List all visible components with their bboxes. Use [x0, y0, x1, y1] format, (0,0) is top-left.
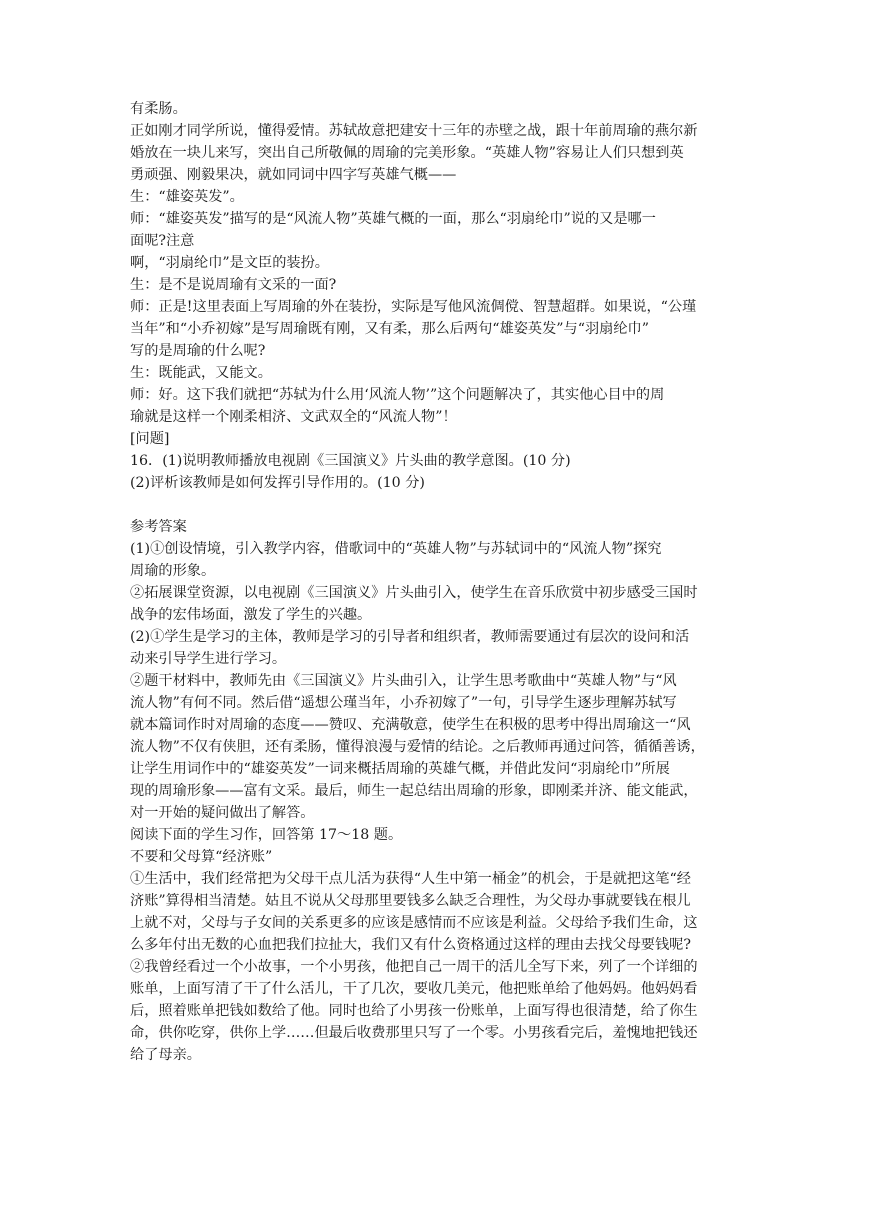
- text-line: (1)①创设情境，引入教学内容，借歌词中的“英雄人物”与苏轼词中的“风流人物”探究: [130, 541, 662, 557]
- text-line: 对一开始的疑问做出了解答。: [130, 805, 315, 821]
- text-line: 动来引导学生进行学习。: [130, 651, 287, 667]
- text-line: 有柔肠。: [130, 101, 187, 117]
- text-line: 后，照着账单把钱如数给了他。同时也给了小男孩一份账单，上面写得也很清楚，给了你生: [130, 1003, 698, 1019]
- text-line: 生：既能武，又能文。: [130, 365, 272, 381]
- text-line: 流人物”不仅有侠胆，还有柔肠，懂得浪漫与爱情的结论。之后教师再通过问答，循循善诱，: [130, 739, 705, 755]
- text-line: 账单，上面写清了干了什么活儿，干了几次，要收几美元，他把账单给了他妈妈。他妈妈看: [130, 981, 698, 997]
- text-line: ②我曾经看过一个小故事，一个小男孩，他把自己一周干的活儿全写下来，列了一个详细的: [130, 959, 698, 975]
- text-line: 给了母亲。: [130, 1047, 201, 1063]
- text-line: 瑜就是这样一个刚柔相济、文武双全的“风流人物”！: [130, 409, 457, 425]
- text-line: ②题干材料中，教师先由《三国演义》片头曲引入，让学生思考歌曲中“英雄人物”与“风: [130, 673, 677, 689]
- text-line: [问题]: [130, 431, 170, 447]
- text-line: 当年”和“小乔初嫁”是写周瑜既有刚，又有柔，那么后两句“雄姿英发”与“羽扇纶巾”: [130, 321, 649, 337]
- text-line: 写的是周瑜的什么呢?: [130, 343, 266, 359]
- text-line: 战争的宏伟场面，激发了学生的兴趣。: [130, 607, 372, 623]
- text-line: 啊，“羽扇纶巾”是文臣的装扮。: [130, 255, 329, 271]
- document-page: [130, 98, 742, 1066]
- text-line: 16．(1)说明教师播放电视剧《三国演义》片头曲的教学意图。(10 分): [130, 453, 571, 469]
- text-line: 么多年付出无数的心血把我们拉扯大，我们又有什么资格通过这样的理由去找父母要钱呢?: [130, 937, 691, 953]
- text-line: 命，供你吃穿，供你上学……但最后收费那里只写了一个零。小男孩看完后，羞愧地把钱还: [130, 1025, 698, 1041]
- text-line: (2)①学生是学习的主体，教师是学习的引导者和组织者，教师需要通过有层次的设问和活: [130, 629, 690, 645]
- text-line: 流人物”有何不同。然后借“遥想公瑾当年，小乔初嫁了”一句，引导学生逐步理解苏轼写: [130, 695, 677, 711]
- text-line: 济账”算得相当清楚。姑且不说从父母那里要钱多么缺乏合理性，为父母办事就要钱在根儿: [130, 893, 691, 909]
- text-line: (2)评析该教师是如何发挥引导作用的。(10 分): [130, 475, 425, 491]
- text-line: ②拓展课堂资源，以电视剧《三国演义》片头曲引入，使学生在音乐欣赏中初步感受三国时: [130, 585, 698, 601]
- text-line: 婚放在一块儿来写，突出自己所敬佩的周瑜的完美形象。“英雄人物”容易让人们只想到英: [130, 145, 684, 161]
- text-line: 生：“雄姿英发”。: [130, 189, 244, 205]
- text-line: 阅读下面的学生习作，回答第 17～18 题。: [130, 827, 403, 843]
- text-line: 勇顽强、刚毅果决，就如同词中四字写英雄气概——: [130, 167, 457, 183]
- text-line: 就本篇词作时对周瑜的态度——赞叹、充满敬意，使学生在积极的思考中得出周瑜这一“风: [130, 717, 691, 733]
- text-line: ①生活中，我们经常把为父母干点儿活为获得“人生中第一桶金”的机会，于是就把这笔“经: [130, 871, 691, 887]
- text-line: 不要和父母算“经济账”: [130, 849, 273, 865]
- blank-line: [130, 494, 742, 516]
- text-line: 周瑜的形象。: [130, 563, 216, 579]
- text-line: 生：是不是说周瑜有文采的一面?: [130, 277, 337, 293]
- text-line: 现的周瑜形象——富有文采。最后，师生一起总结出周瑜的形象，即刚柔并济、能文能武，: [130, 783, 698, 799]
- text-line: 上就不对，父母与子女间的关系更多的应该是感情而不应该是利益。父母给予我们生命，这: [130, 915, 698, 931]
- text-line: 让学生用词作中的“雄姿英发”一词来概括周瑜的英雄气概，并借此发问“羽扇纶巾”所展: [130, 761, 670, 777]
- text-line: 师：“雄姿英发”描写的是“风流人物”英雄气概的一面，那么“羽扇纶巾”说的又是哪一: [130, 211, 656, 227]
- text-line: 参考答案: [130, 519, 187, 535]
- text-line: 师：好。这下我们就把“苏轼为什么用‘风流人物’”这个问题解决了，其实他心目中的周: [130, 387, 665, 403]
- text-line: 师：正是!这里表面上写周瑜的外在装扮，实际是写他风流倜傥、智慧超群。如果说，“公瑾: [130, 299, 697, 315]
- text-line: 面呢?注意: [130, 233, 195, 249]
- text-line: 正如刚才同学所说，懂得爱情。苏轼故意把建安十三年的赤壁之战，跟十年前周瑜的燕尔新: [130, 123, 698, 139]
